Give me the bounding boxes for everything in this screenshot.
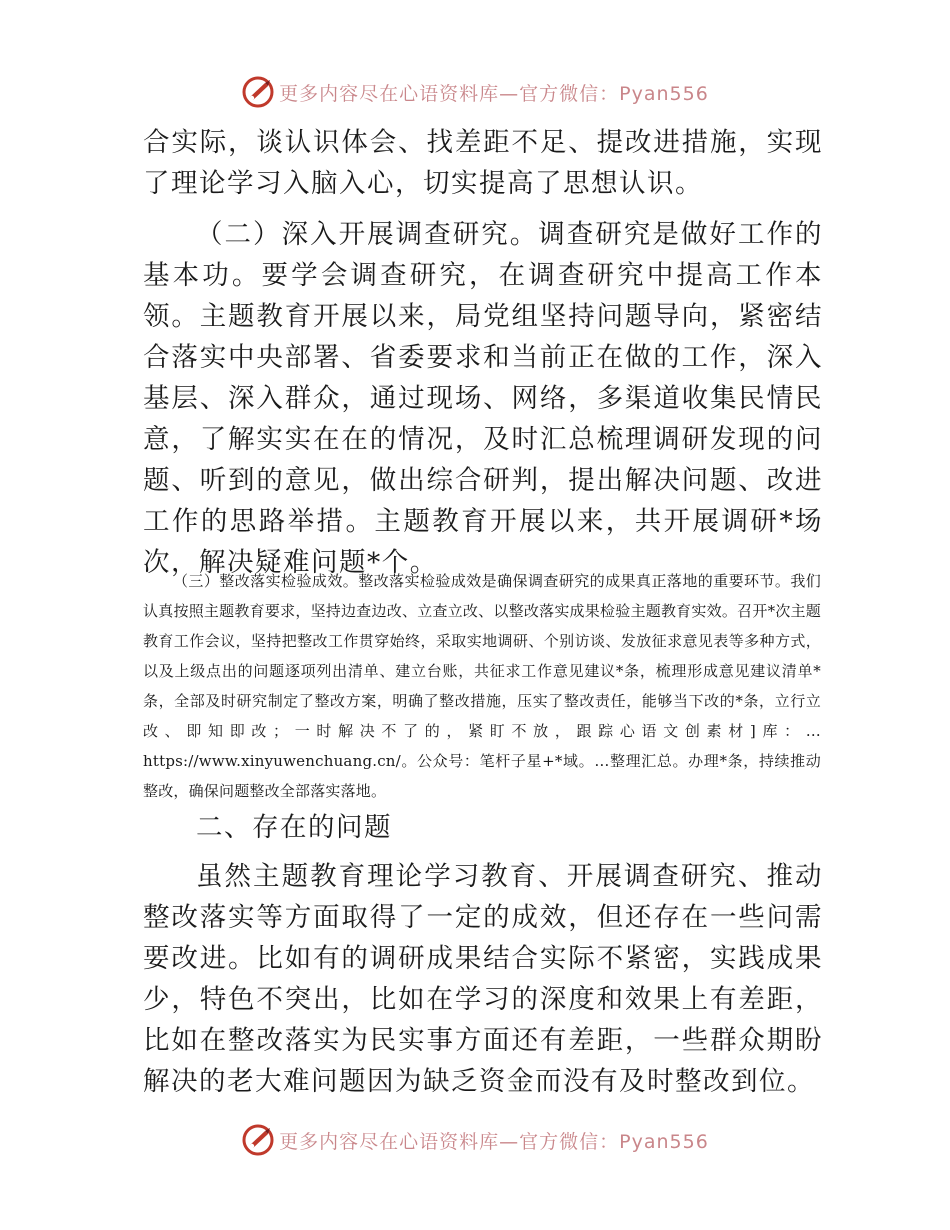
problems-paragraph-block (143, 856, 823, 1102)
brand-logo-icon (241, 75, 275, 109)
continuation-paragraph-block (143, 122, 823, 204)
footer-banner[interactable] (0, 1120, 950, 1160)
brand-logo-icon (241, 1123, 275, 1157)
problems-paragraph: 虽然主题教育理论学习教育、开展调查研究、推动整改落实等方面取得了一定的成效，但还存在一些问需要改进。比如有的调研成果结合实际不紧密，实践成果少，特色不突出，比如在学习的深度和效果上有差距，比如在整改落实为民实事方面还有差距，一些群众期盼解决的老大难问题因为缺乏资金而没有及时整改到位。 (143, 861, 823, 1097)
continuation-paragraph: 合实际，谈认识体会、找差距不足、提改进措施，实现了理论学习入脑入心，切实提高了思想认识。 (143, 127, 823, 199)
header-banner[interactable] (0, 72, 950, 112)
header-banner-text: 更多内容尽在心语资料库—官方微信：Pyan556 (279, 82, 709, 105)
footer-banner-text: 更多内容尽在心语资料库—官方微信：Pyan556 (279, 1130, 709, 1153)
research-paragraph-block (143, 214, 823, 583)
research-paragraph: （二）深入开展调查研究。调查研究是做好工作的基本功。要学会调查研究，在调查研究中提高工作本领。主题教育开展以来，局党组坚持问题导向，紧密结合落实中央部署、省委要求和当前正在做的工作，深入基层、深入群众，通过现场、网络，多渠道收集民情民意，了解实实在在的情况，及时汇总梳理调研发现的问题、听到的意见，做出综合研判，提出解决问题、改进工作的思路举措。主题教育开展以来，共开展调研*场次，解决疑难问题*个。 (143, 219, 823, 578)
problems-heading-block (143, 807, 823, 848)
problems-heading: 二、存在的问题 (196, 812, 392, 843)
rectification-paragraph: （三）整改落实检验成效。整改落实检验成效是确保调查研究的成果真正落地的重要环节。我们认真按照主题教育要求，坚持边查边改、立查立改、以整改落实成果检验主题教育实效。召开*次主题教育工作会议，坚持把整改工作贯穿始终，采取实地调研、个别访谈、发放征求意见表等多种方式，以及上级点出的问题逐项列出清单、建立台账，共征求工作意见建议*条，梳理形成意见建议清单*条，全部及时研究制定了整改方案，明确了整改措施，压实了整改责任，能够当下改的*条，立行立改、即知即改；一时解决不了的，紧盯不放，跟踪心语文创素材]库：…https://www.xinyuwenchuang.cn/。公众号：笔杆子星+*域。…整理汇总。办理*条，持续推动整改，确保问题整改全部落实落地。 (143, 572, 821, 800)
